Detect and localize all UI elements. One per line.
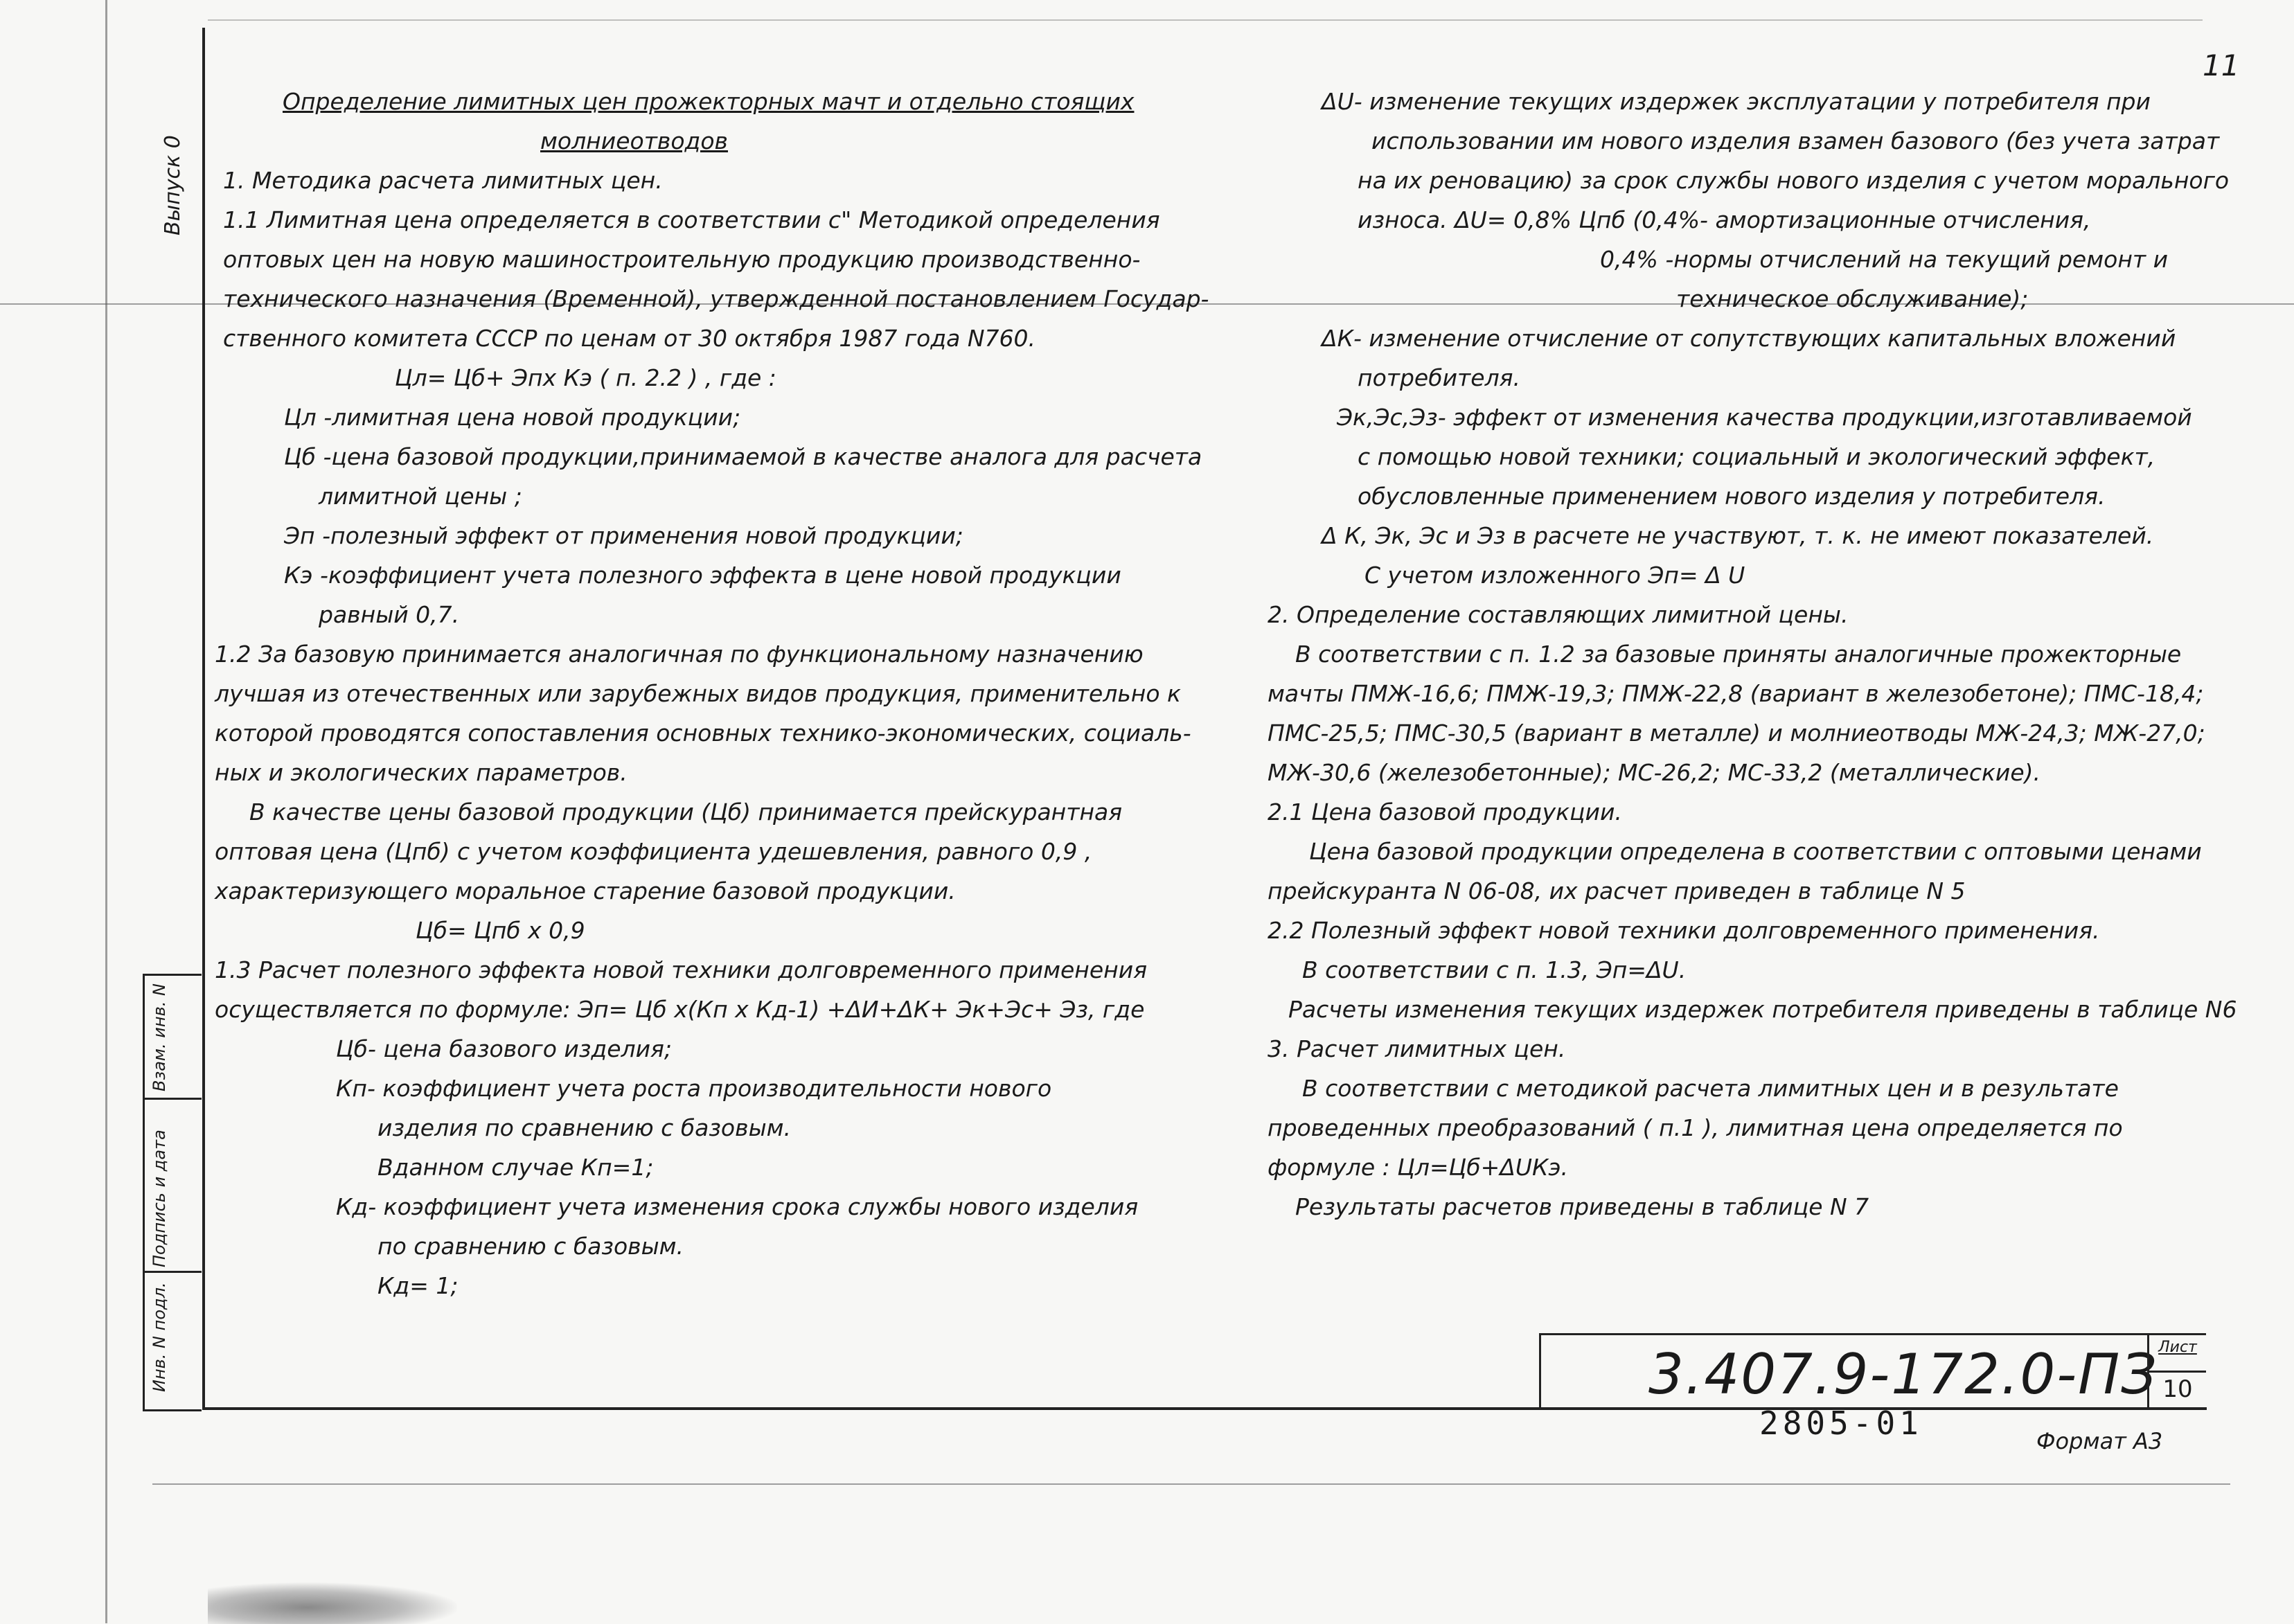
title-line-1: Определение лимитных цен прожекторных мачт и отдельно стоящих	[283, 88, 1135, 115]
text-line: которой проводятся сопоставления основных технико-экономических, социаль-	[215, 720, 1191, 747]
text-line: Кэ -коэффициент учета полезного эффекта в цене новой продукции	[284, 562, 1121, 589]
document-code: 3.407.9-172.0-ПЗ	[1648, 1342, 2158, 1407]
handwritten-page-number: 11	[2203, 48, 2240, 82]
text-line: с помощью новой техники; социальный и экологический эффект,	[1358, 443, 2155, 470]
text-line: МЖ-30,6 (железобетонные); МС-26,2; МС-33,2 (металлические).	[1268, 759, 2041, 786]
text-line: использовании им нового изделия взамен базового (без учета затрат	[1371, 127, 2220, 154]
formula-limit-price: Цл= Цб+ Эпх Кэ ( п. 2.2 ) , где :	[395, 364, 776, 391]
text-line: ных и экологических параметров.	[215, 759, 628, 786]
text-line: В качестве цены базовой продукции (Цб) принимается прейскурантная	[249, 798, 1123, 826]
text-line: Кд= 1;	[377, 1272, 459, 1299]
text-line: Эк,Эс,Эз- эффект от изменения качества продукции,изготавливаемой	[1337, 404, 2192, 431]
issue-label: Выпуск 0	[161, 135, 185, 235]
text-line: ΔU- изменение текущих издержек эксплуатации у потребителя при	[1322, 88, 2151, 115]
text-line: по сравнению с базовым.	[377, 1233, 684, 1260]
text-line: Цб -цена базовой продукции,принимаемой в качестве аналога для расчета	[284, 443, 1202, 470]
text-line: проведенных преобразований ( п.1 ), лимитная цена определяется по	[1268, 1114, 2123, 1141]
text-line: оптовых цен на новую машиностроительную продукцию производственно-	[223, 246, 1141, 273]
text-line: Цб- цена базового изделия;	[336, 1035, 673, 1062]
text-line: С учетом изложенного Эп= Δ U	[1364, 562, 1745, 589]
formula-useful-effect: осуществляется по формуле: Эп= Цб х(Кп х Кд-1) +ΔИ+ΔК+ Эк+Эс+ Эз, где	[215, 996, 1145, 1023]
text-line: Вданном случае Кп=1;	[377, 1154, 654, 1181]
text-line: ΔК- изменение отчисление от сопутствующих капитальных вложений	[1322, 325, 2176, 352]
section-2-2-heading: 2.2 Полезный эффект новой техники долговременного применения.	[1268, 917, 2100, 944]
sheet-box	[2147, 1333, 2206, 1407]
text-line: 1.2 За базовую принимается аналогичная по функциональному назначению	[215, 641, 1144, 668]
text-line: техническое обслуживание);	[1676, 285, 2029, 312]
left-column	[208, 82, 1209, 1305]
text-line: равный 0,7.	[319, 601, 460, 628]
scan-top-line	[208, 19, 2203, 21]
text-line: прейскуранта N 06-08, их расчет приведен в таблице N 5	[1268, 877, 1966, 904]
scan-bottom-line	[152, 1483, 2230, 1485]
scan-smudge	[208, 1582, 457, 1624]
right-column	[1268, 82, 2237, 1226]
text-line: Эп -полезный эффект от применения новой продукции;	[284, 522, 963, 549]
text-line: оптовая цена (Цпб) с учетом коэффициента удешевления, равного 0,9 ,	[215, 838, 1092, 865]
text-line: В соответствии с п. 1.3, Эп=ΔU.	[1302, 956, 1687, 983]
text-line: Цл -лимитная цена новой продукции;	[284, 404, 741, 431]
scan-edge-line	[105, 0, 107, 1623]
section-2-heading: 2. Определение составляющих лимитной цены.	[1268, 601, 1849, 628]
text-line: мачты ПМЖ-16,6; ПМЖ-19,3; ПМЖ-22,8 (вариант в железобетоне); ПМС-18,4;	[1268, 680, 2204, 707]
text-line: В соответствии с методикой расчета лимитных цен и в результате	[1302, 1075, 2119, 1102]
text-line: ПМС-25,5; ПМС-30,5 (вариант в металле) и молниеотводы МЖ-24,3; МЖ-27,0;	[1268, 720, 2205, 747]
text-line: технического назначения (Временной), утвержденной постановлением Государ-	[223, 285, 1209, 312]
text-line: обусловленные применением нового изделия у потребителя.	[1358, 483, 2106, 510]
sheet-label: Лист	[2158, 1339, 2197, 1356]
handwritten-number: 2805-01	[1759, 1404, 1923, 1442]
text-line: Кд- коэффициент учета изменения срока службы нового изделия	[336, 1193, 1139, 1220]
text-line: Кп- коэффициент учета роста производительности нового	[336, 1075, 1052, 1102]
section-2-1-heading: 2.1 Цена базовой продукции.	[1268, 798, 1622, 826]
text-line: Расчеты изменения текущих издержек потребителя приведены в таблице N6	[1288, 996, 2237, 1023]
text-line: Δ К, Эк, Эс и Эз в расчете не участвуют, т. к. не имеют показателей.	[1322, 522, 2154, 549]
formula-final: формуле : Цл=Цб+ΔUКэ.	[1268, 1154, 1569, 1181]
text-line: 0,4% -нормы отчислений на текущий ремонт и	[1600, 246, 2169, 273]
section-3-heading: 3. Расчет лимитных цен.	[1268, 1035, 1566, 1062]
text-line: на их реновацию) за срок службы нового изделия с учетом морального	[1358, 167, 2230, 194]
text-line: ственного комитета СССР по ценам от 30 октября 1987 года N760.	[223, 325, 1036, 352]
text-line: износа. ΔU= 0,8% Цпб (0,4%- амортизационные отчисления,	[1358, 206, 2091, 233]
text-line: характеризующего моральное старение базовой продукции.	[215, 877, 956, 904]
formula-base-price: Цб= Цпб х 0,9	[416, 917, 585, 944]
section-1-heading: 1. Методика расчета лимитных цен.	[223, 167, 663, 194]
side-stamp-label-1: Взам. инв. N	[150, 983, 169, 1091]
paper-format: Формат А3	[2036, 1428, 2163, 1454]
side-stamp-label-3: Инв. N подл.	[150, 1282, 169, 1392]
text-line: изделия по сравнению с базовым.	[377, 1114, 792, 1141]
sheet-number: 10	[2149, 1371, 2206, 1403]
text-line: лимитной цены ;	[319, 483, 522, 510]
title-line-2: молниеотводов	[540, 127, 729, 154]
text-line: потребителя.	[1358, 364, 1520, 391]
text-line: В соответствии с п. 1.2 за базовые приняты аналогичные прожекторные	[1295, 641, 2182, 668]
text-line: 1.3 Расчет полезного эффекта новой техники долговременного применения	[215, 956, 1148, 983]
text-line: 1.1 Лимитная цена определяется в соответствии с" Методикой определения	[223, 206, 1160, 233]
text-line: лучшая из отечественных или зарубежных видов продукция, применительно к	[215, 680, 1181, 707]
text-line: Цена базовой продукции определена в соответствии с оптовыми ценами	[1309, 838, 2202, 865]
side-stamp-label-2: Подпись и дата	[150, 1130, 169, 1267]
text-line: Результаты расчетов приведены в таблице N 7	[1295, 1193, 1869, 1220]
